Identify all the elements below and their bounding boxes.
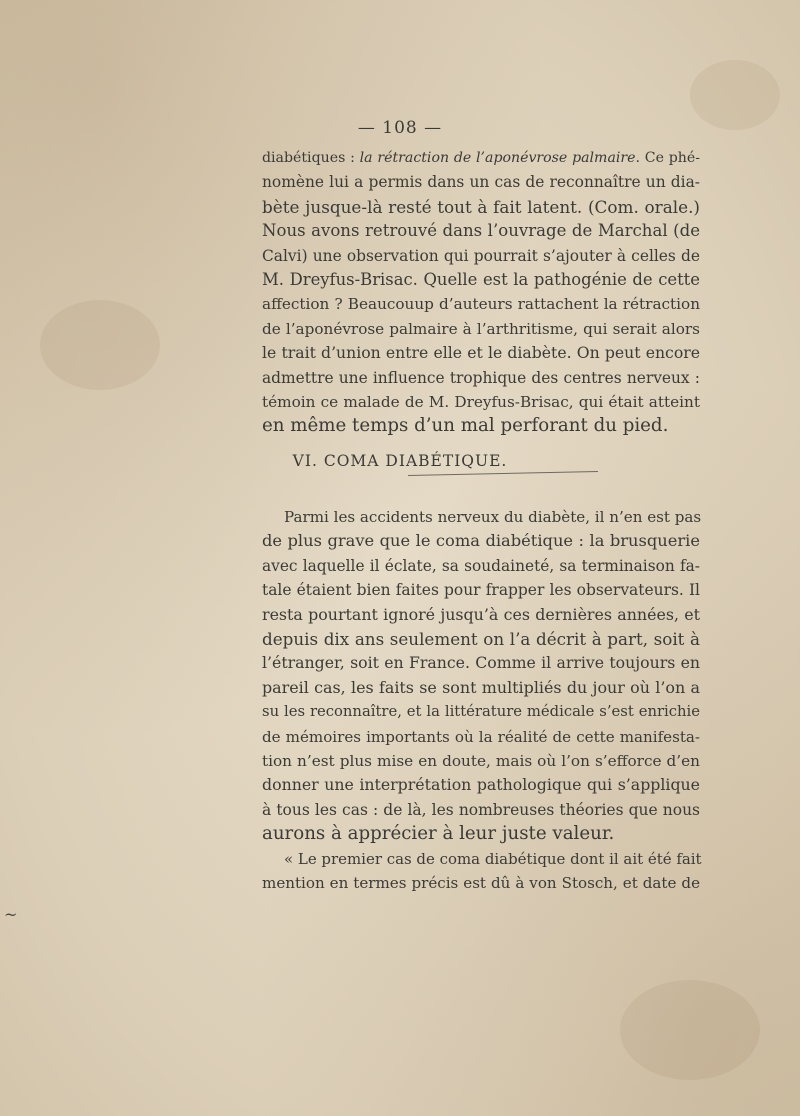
text-line: témoin ce malade de M. Dreyfus-Brisac, qui était atteint xyxy=(262,393,700,412)
text-line: depuis dix ans seulement on l’a décrit à part, soit à xyxy=(262,629,700,650)
text-line: M. Dreyfus-Brisac. Quelle est la pathogénie de cette xyxy=(262,270,700,290)
text-line: donner une interprétation pathologique qui s’applique xyxy=(262,775,700,795)
text-line: de mémoires importants où la réalité de cette manifesta- xyxy=(262,727,700,746)
text-run: diabétiques : xyxy=(262,150,360,166)
text-line: de l’aponévrose palmaire à l’arthritisme, qui serait alors xyxy=(262,319,700,338)
page-number: — 108 — xyxy=(357,118,443,138)
text-line: Calvi) une observation qui pourrait s’ajouter à celles de xyxy=(262,246,700,265)
text-run: . Ce phé- xyxy=(635,150,700,166)
text-line: admettre une influence trophique des centres nerveux : xyxy=(262,368,700,387)
text-line xyxy=(262,146,700,170)
heading-underline xyxy=(408,471,598,476)
text-line: su les reconnaître, et la littérature médicale s’est enrichie xyxy=(262,703,700,721)
text-line: tion n’est plus mise en doute, mais où l’on s’efforce d’en xyxy=(262,752,700,771)
text-line: Nous avons retrouvé dans l’ouvrage de Marchal (de xyxy=(262,221,700,241)
paper-stain xyxy=(620,980,760,1080)
paper-stain xyxy=(40,300,160,390)
text-line: resta pourtant ignoré jusqu’à ces dernières années, et xyxy=(262,604,700,624)
text-line: nomène lui a permis dans un cas de reconnaître un dia- xyxy=(262,173,700,192)
text-line: à tous les cas : de là, les nombreuses théories que nous xyxy=(262,800,700,819)
text-line: le trait d’union entre elle et le diabète. On peut encore xyxy=(262,343,700,363)
text-line: affection ? Beaucouup d’auteurs rattachent la rétraction xyxy=(262,295,700,314)
section-heading: VI. COMA DIABÉTIQUE. xyxy=(292,452,508,470)
text-line: pareil cas, les faits se sont multipliés du jour où l’on a xyxy=(262,677,700,697)
text-line: Parmi les accidents nerveux du diabète, il n’en est pas xyxy=(284,508,702,526)
text-line: mention en termes précis est dû à von Stosch, et date de xyxy=(262,874,700,893)
text-line: aurons à apprécier à leur juste valeur. xyxy=(262,823,615,845)
paragraph-coma xyxy=(262,505,700,847)
text-line: en même temps d’un mal perforant du pied. xyxy=(262,415,669,437)
text-line: « Le premier cas de coma diabétique dont il ait été fait xyxy=(284,850,702,868)
italic-term: la rétraction de l’aponévrose palmaire xyxy=(359,150,636,166)
margin-mark: ~ xyxy=(4,905,18,924)
text-line: de plus grave que le coma diabétique : la brusquerie xyxy=(262,531,700,551)
text-line: bète jusque-là resté tout à fait latent. (Com. orale.) xyxy=(262,196,700,217)
text-line: avec laquelle il éclate, sa soudaineté, sa terminaison fa- xyxy=(262,556,700,575)
paragraph-retraction xyxy=(262,146,700,439)
text-line: l’étranger, soit en France. Comme il arrive toujours en xyxy=(262,653,700,673)
text-line: tale étaient bien faites pour frapper les observateurs. Il xyxy=(262,581,700,600)
paragraph-stosch xyxy=(262,847,700,896)
